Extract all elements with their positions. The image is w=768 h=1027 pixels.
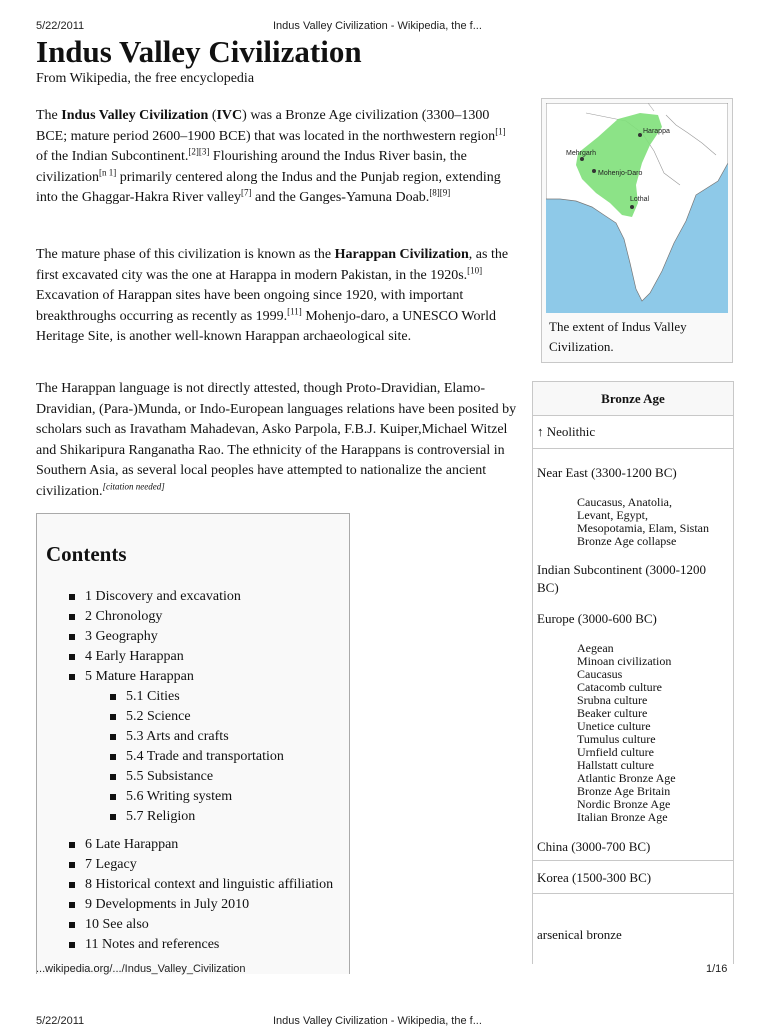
europe-item[interactable]: Bronze Age Britain xyxy=(577,784,671,798)
europe-link[interactable]: Europe (3000-600 BC) xyxy=(537,611,657,626)
text-run: Flourishing around the Indus River basin, the civilization xyxy=(36,149,467,185)
bold-term: IVC xyxy=(216,108,243,123)
toc-title: Contents xyxy=(46,542,127,566)
citation-needed-link[interactable]: [citation needed] xyxy=(102,480,165,491)
map-caption: The extent of Indus Valley Civilization. xyxy=(549,319,687,354)
print-date: 5/22/2011 xyxy=(36,20,85,32)
near-east-item[interactable]: Mesopotamia, Elam, Sistan xyxy=(577,521,709,535)
navbox-row-arsenical xyxy=(533,893,733,964)
europe-item[interactable]: Aegean xyxy=(577,641,614,655)
toc-item[interactable]: 6 Late Harappan xyxy=(85,835,178,855)
next-print-doc-title: Indus Valley Civilization - Wikipedia, the f... xyxy=(273,1015,482,1027)
europe-item[interactable]: Atlantic Bronze Age xyxy=(577,771,676,785)
text-run: , as the first excavated city was the one at Harappa in modern Pakistan, in the 1920s. xyxy=(36,247,509,283)
navbox-row-neolithic xyxy=(533,416,733,449)
europe-item[interactable]: Hallstatt culture xyxy=(577,758,654,772)
site-marker xyxy=(630,205,634,209)
page-tagline: From Wikipedia, the free encyclopedia xyxy=(36,71,255,86)
indian-subcontinent-link[interactable]: Indian Subcontinent (3000-1200 BC) xyxy=(537,562,706,595)
near-east-item[interactable]: Caucasus, Anatolia, xyxy=(577,495,672,509)
toc-subitem[interactable]: 5.7 Religion xyxy=(126,807,195,827)
europe-item[interactable]: Minoan civilization xyxy=(577,654,672,668)
europe-item[interactable]: Beaker culture xyxy=(577,706,648,720)
citation-link[interactable]: [1] xyxy=(495,125,506,136)
toc-item[interactable]: 8 Historical context and linguistic affiliation xyxy=(85,875,333,895)
text-run: The xyxy=(36,108,62,123)
toc-item[interactable]: 4 Early Harappan xyxy=(85,647,184,667)
europe-item[interactable]: Urnfield culture xyxy=(577,745,654,759)
print-doc-title: Indus Valley Civilization - Wikipedia, the f... xyxy=(273,20,482,32)
harappa-label: Harappa xyxy=(643,128,670,135)
citation-link[interactable]: [10] xyxy=(467,264,483,275)
europe-item[interactable]: Catacomb culture xyxy=(577,680,662,694)
mohenjo-daro-label: Mohenjo-Daro xyxy=(598,170,643,177)
europe-item[interactable]: Caucasus xyxy=(577,667,623,681)
citation-link[interactable]: [n 1] xyxy=(98,166,117,177)
navbox-row-regions xyxy=(533,449,733,861)
text-run: Mohenjo-daro, a UNESCO World Heritage Site, is another well-known Harappan archaeological site. xyxy=(36,308,497,344)
toc-subitem[interactable]: 5.2 Science xyxy=(126,707,191,727)
next-print-date: 5/22/2011 xyxy=(36,1015,85,1027)
navbox-row-korea xyxy=(533,861,733,893)
citation-link[interactable]: [7] xyxy=(240,187,252,198)
toc-item[interactable]: 10 See also xyxy=(85,915,149,935)
map-image[interactable] xyxy=(546,103,728,313)
bold-term: Harappan Civilization xyxy=(334,247,469,262)
toc-subitem[interactable]: 5.6 Writing system xyxy=(126,787,232,807)
text-run: Excavation of Harappan sites have been ongoing since 1920, with important breakthroughs occurring as recently as 1999. xyxy=(36,288,464,324)
text-run: of the Indian Subcontinent. xyxy=(36,149,189,164)
intro-paragraph xyxy=(36,106,518,209)
print-footer-url: ...wikipedia.org/.../Indus_Valley_Civilization xyxy=(36,963,246,975)
text-run: The Harappan language is not directly attested, though Proto-Dravidian, Elamo-Dravidian, (Para-)Munda, or Indo-European languages relations have been posited by scholars such as Iravatham Mahadevan, Asko Parpola, F.B.J. Kuiper,Michael Witzel and Shikaripura Ranganatha Rao. The ethnicity of the Harappans is controversial in Southern Asia, as several local peoples have attempted to nationalize the ancient civilization. xyxy=(36,381,517,499)
bold-term: Indus Valley Civilization xyxy=(61,108,209,123)
lothal-label: Lothal xyxy=(630,196,650,203)
map-infobox xyxy=(541,98,733,363)
europe-item[interactable]: Unetice culture xyxy=(577,719,651,733)
print-page-number: 1/16 xyxy=(706,963,728,975)
citation-link[interactable]: [11] xyxy=(287,305,302,316)
arsenical-bronze-link[interactable]: arsenical bronze xyxy=(537,927,622,942)
toc-subitem[interactable]: 5.5 Subsistance xyxy=(126,767,213,787)
toc-subitem[interactable]: 5.4 Trade and transportation xyxy=(126,747,284,767)
near-east-item[interactable]: Levant, Egypt, xyxy=(577,508,648,522)
text-run: primarily centered along the Indus and the Punjab region, extending into the Ghaggar-Hakra River valley xyxy=(36,169,501,205)
site-marker xyxy=(638,133,642,137)
india-map xyxy=(546,103,728,313)
korea-link[interactable]: Korea (1500-300 BC) xyxy=(537,870,652,885)
bronze-age-navbox xyxy=(532,381,734,964)
near-east-link[interactable]: Near East (3300-1200 BC) xyxy=(537,465,677,480)
navbox-title: Bronze Age xyxy=(533,382,733,416)
toc-item[interactable]: 11 Notes and references xyxy=(85,935,219,955)
toc-item[interactable]: 5 Mature Harappan xyxy=(85,667,194,687)
page-title: Indus Valley Civilization xyxy=(36,34,362,69)
toc-subitem[interactable]: 5.1 Cities xyxy=(126,687,180,707)
toc-subitem[interactable]: 5.3 Arts and crafts xyxy=(126,727,229,747)
china-link[interactable]: China (3000-700 BC) xyxy=(537,839,651,854)
europe-item[interactable]: Nordic Bronze Age xyxy=(577,797,671,811)
toc-item[interactable]: 7 Legacy xyxy=(85,855,137,875)
toc-item[interactable]: 2 Chronology xyxy=(85,607,162,627)
citation-link[interactable]: [2][3] xyxy=(188,146,210,157)
neolithic-link[interactable]: ↑ Neolithic xyxy=(537,424,596,439)
text-run: ) was a Bronze Age civilization (3300–1300 BCE; mature period 2600–1900 BCE) that was located in the northwestern region xyxy=(36,108,496,144)
text-run: The mature phase of this civilization is known as the xyxy=(36,247,335,262)
toc-item[interactable]: 3 Geography xyxy=(85,627,158,647)
text-run: and the Ganges-Yamuna Doab. xyxy=(251,190,430,205)
site-marker xyxy=(592,169,596,173)
europe-item[interactable]: Tumulus culture xyxy=(577,732,656,746)
toc-item[interactable]: 1 Discovery and excavation xyxy=(85,587,241,607)
language-paragraph xyxy=(36,379,518,502)
text-run: ( xyxy=(208,108,217,123)
citation-link[interactable]: [8][9] xyxy=(429,187,451,198)
site-marker xyxy=(580,157,584,161)
near-east-item[interactable]: Bronze Age collapse xyxy=(577,534,677,548)
europe-item[interactable]: Srubna culture xyxy=(577,693,648,707)
harappan-paragraph xyxy=(36,245,518,348)
table-of-contents xyxy=(36,513,350,974)
mehrgarh-label: Mehrgarh xyxy=(566,150,596,157)
toc-item[interactable]: 9 Developments in July 2010 xyxy=(85,895,249,915)
europe-item[interactable]: Italian Bronze Age xyxy=(577,810,668,824)
